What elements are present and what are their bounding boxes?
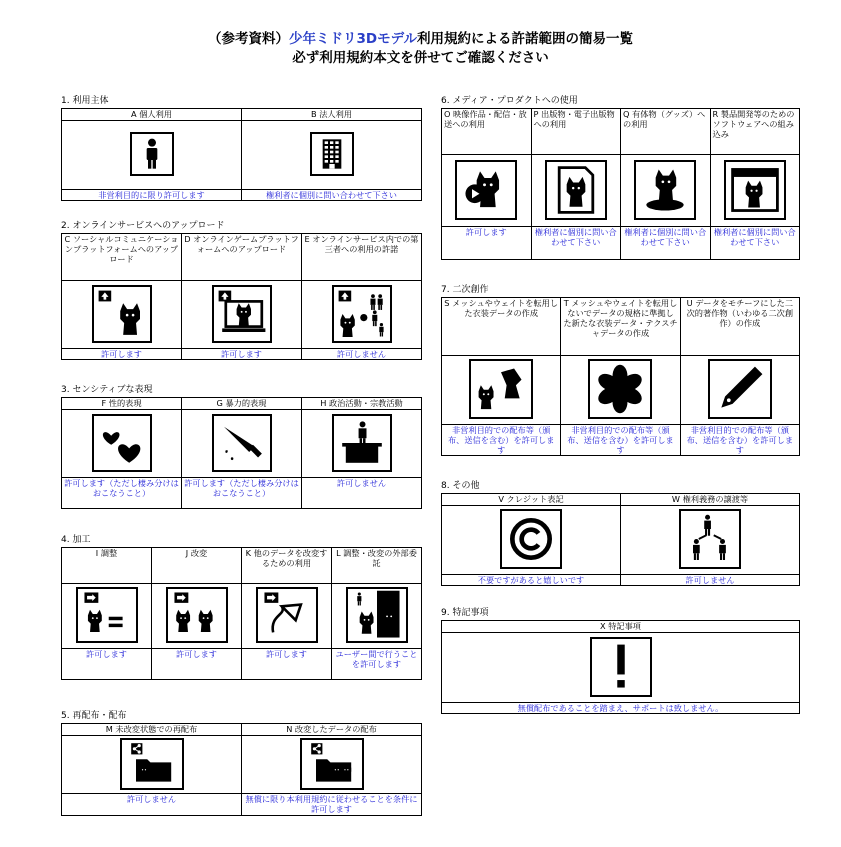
column-label: K 他のデータを改変するための利用 <box>242 548 332 584</box>
column-label: S メッシュやウェイトを転用した衣装データの作成 <box>442 298 561 356</box>
column-label: E オンラインサービス内での第三者への利用の許諾 <box>302 234 422 281</box>
new-costume-icon <box>588 359 652 419</box>
column-label: M 未改変状態での再配布 <box>62 724 242 736</box>
redistribute-folder-icon <box>120 738 184 790</box>
column-label: Q 有体物（グッズ）への利用 <box>621 109 711 155</box>
knife-icon <box>212 414 272 472</box>
permission-status: 不要ですがあると嬉しいです <box>442 575 621 586</box>
permission-status: 許可しません <box>302 349 422 360</box>
column-label: P 出版物・電子出版物への利用 <box>531 109 621 155</box>
section-usage-subject <box>61 96 422 201</box>
permission-status: 許可します <box>152 649 242 680</box>
column-label: V クレジット表記 <box>442 494 621 506</box>
modify-icon <box>166 587 228 643</box>
column-label: O 映像作品・配信・放送への利用 <box>442 109 532 155</box>
column-label: W 権利義務の譲渡等 <box>621 494 800 506</box>
rights-transfer-icon <box>679 509 741 569</box>
section-title: 5. 再配布・配布 <box>61 711 127 721</box>
permission-status: 非営利目的での配布等（頒布、送信を含む）を許可します <box>680 425 799 456</box>
section-sensitive <box>61 385 422 509</box>
permission-status: 無償に限り本利用規約に従わせることを条件に許可します <box>242 794 422 816</box>
figure-goods-icon <box>634 160 696 220</box>
page-subtitle: 必ず利用規約本文を併せてご確認ください <box>292 50 549 66</box>
section-online-upload <box>61 221 422 360</box>
section-title: 1. 利用主体 <box>61 96 109 106</box>
permission-status: 非営利目的での配布等（頒布、送信を含む）を許可します <box>442 425 561 456</box>
permission-status: 許可します（ただし棲み分けはおこなうこと） <box>62 478 182 509</box>
column-label: C ソーシャルコミュニケーションプラットフォームへのアップロード <box>62 234 182 281</box>
section-other <box>441 481 800 586</box>
section-media-products <box>441 96 800 260</box>
column-label: T メッシュやウェイトを転用しないでデータの規格に準拠した新たな衣装データ・テクスチャデータの作成 <box>561 298 680 356</box>
section-title: 2. オンラインサービスへのアップロード <box>61 221 225 231</box>
column-label: A 個人利用 <box>62 109 242 121</box>
column-label: F 性的表現 <box>62 398 182 410</box>
software-window-icon <box>724 160 786 220</box>
permission-status: 権利者に個別に問い合わせて下さい <box>621 227 711 260</box>
permission-status: 許可します <box>242 649 332 680</box>
section-title: 8. その他 <box>441 481 480 491</box>
distribute-modified-icon <box>300 738 364 790</box>
adjust-icon <box>76 587 138 643</box>
costume-mesh-icon <box>469 359 533 419</box>
podium-icon <box>332 414 392 472</box>
section-derivative-works <box>441 285 800 456</box>
building-icon <box>310 132 354 176</box>
game-monitor-icon <box>212 285 272 343</box>
section-processing <box>61 535 422 680</box>
permission-status: 許可します（ただし棲み分けはおこなうこと） <box>182 478 302 509</box>
permission-status: ユーザー間で行うことを許可します <box>332 649 422 680</box>
column-label: J 改変 <box>152 548 242 584</box>
publication-icon <box>545 160 607 220</box>
outsource-icon <box>346 587 408 643</box>
section-title: 3. センシティブな表現 <box>61 385 153 395</box>
permission-status: 許可します <box>62 349 182 360</box>
column-label: B 法人利用 <box>242 109 422 121</box>
column-label: D オンラインゲームプラットフォームへのアップロード <box>182 234 302 281</box>
section-title: 9. 特記事項 <box>441 608 489 618</box>
permission-status: 許可します <box>62 649 152 680</box>
permission-status: 非営利目的での配布等（頒布、送信を含む）を許可します <box>561 425 680 456</box>
column-label: H 政治活動・宗教活動 <box>302 398 422 410</box>
column-label: L 調整・改変の外部委託 <box>332 548 422 584</box>
column-label: G 暴力的表現 <box>182 398 302 410</box>
permission-status: 権利者に個別に問い合わせて下さい <box>710 227 800 260</box>
permission-status: 許可します <box>182 349 302 360</box>
section-title: 6. メディア・プロダクトへの使用 <box>441 96 578 106</box>
column-label: N 改変したデータの配布 <box>242 724 422 736</box>
section-special-notes <box>441 608 800 714</box>
column-label: I 調整 <box>62 548 152 584</box>
permission-status: 許可します <box>442 227 532 260</box>
permission-status: 権利者に個別に問い合わせて下さい <box>242 190 422 201</box>
share-third-party-icon <box>332 285 392 343</box>
upload-avatar-icon <box>92 285 152 343</box>
page-title: （参考資料）少年ミドリ3Dモデル利用規約による許諾範囲の簡易一覧 <box>208 31 633 47</box>
permission-status: 無償配布であることを踏まえ、サポートは致しません。 <box>442 703 800 714</box>
column-label: U データをモチーフにした二次的著作物（いわゆる二次創作）の作成 <box>680 298 799 356</box>
column-label: X 特記事項 <box>442 621 800 633</box>
column-label: R 製品開発等のためのソフトウェアへの組み込み <box>710 109 800 155</box>
permission-status: 非営利目的に限り許可します <box>62 190 242 201</box>
pen-nib-icon <box>708 359 772 419</box>
section-title: 4. 加工 <box>61 535 91 545</box>
permission-status: 許可しません <box>621 575 800 586</box>
section-title: 7. 二次創作 <box>441 285 489 295</box>
permission-status: 許可しません <box>302 478 422 509</box>
use-for-other-data-icon <box>256 587 318 643</box>
person-icon <box>130 132 174 176</box>
exclamation-icon <box>590 637 652 697</box>
video-icon <box>455 160 517 220</box>
permission-status: 許可しません <box>62 794 242 816</box>
copyright-icon <box>500 509 562 569</box>
permission-status: 権利者に個別に問い合わせて下さい <box>531 227 621 260</box>
hearts-icon <box>92 414 152 472</box>
section-distribution <box>61 711 422 816</box>
